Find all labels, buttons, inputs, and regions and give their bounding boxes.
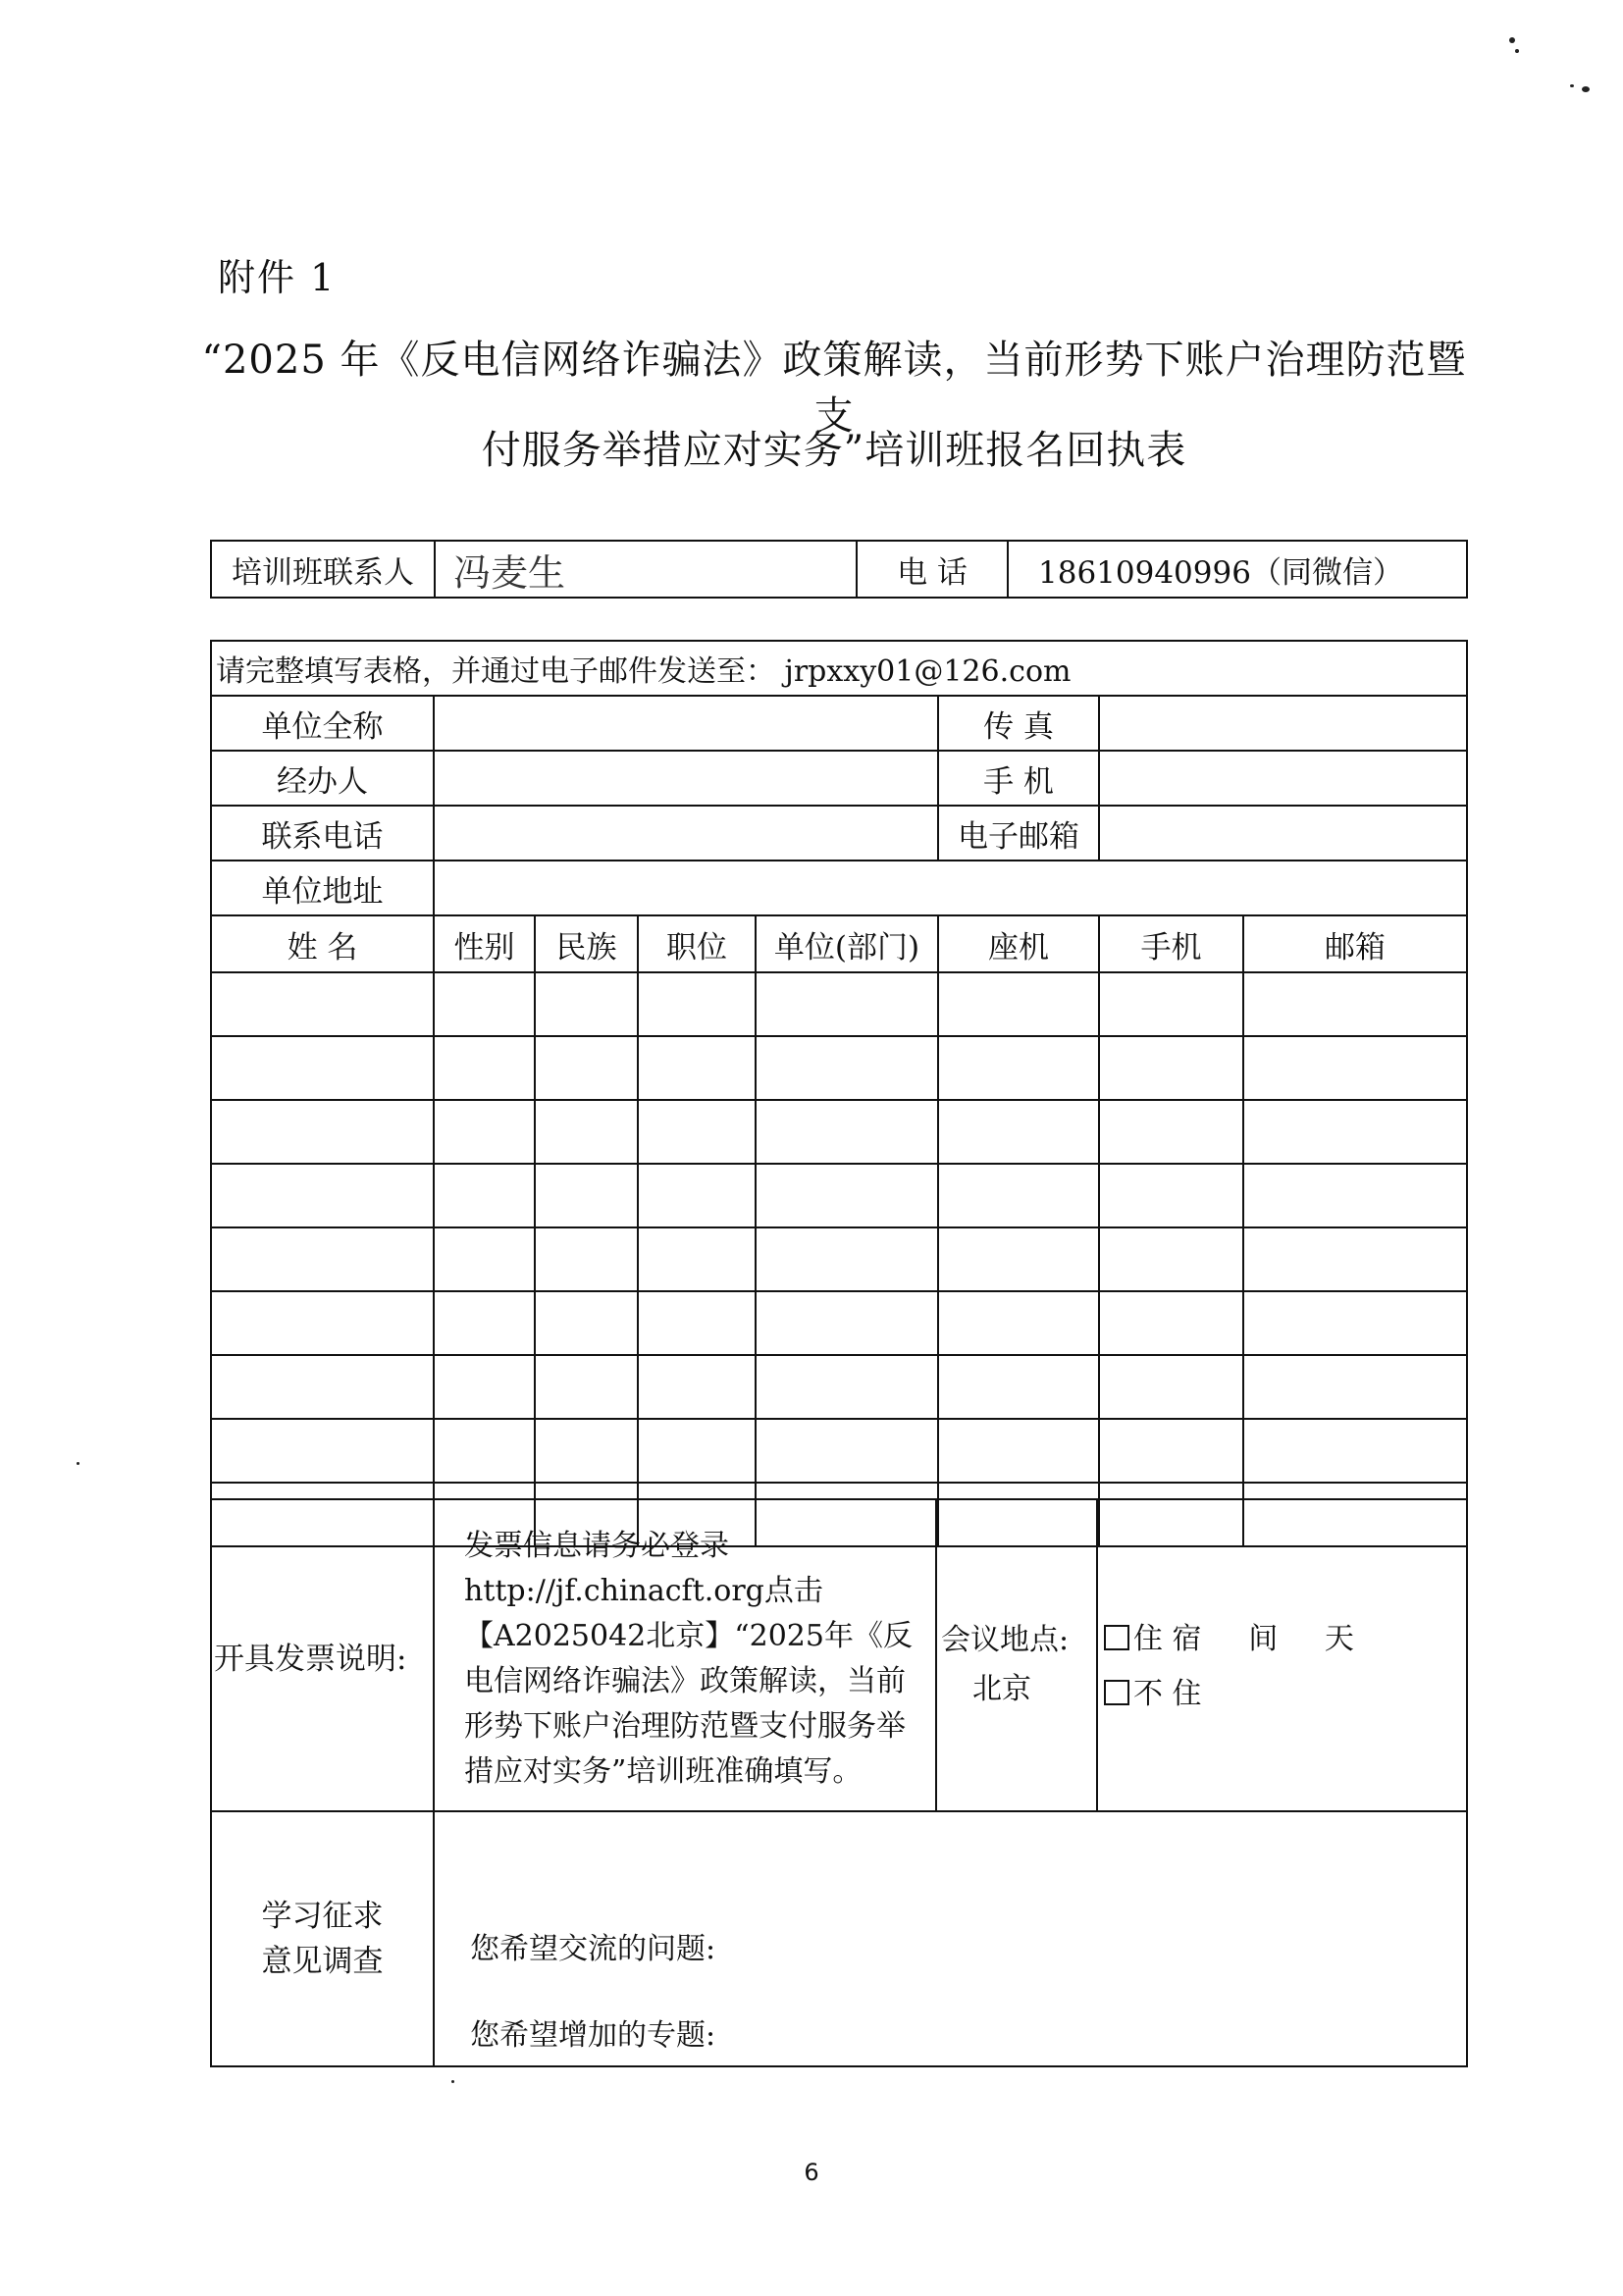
attendee-row: [211, 1227, 1467, 1291]
scan-speck: [451, 2080, 454, 2083]
form-title-line-1: “2025 年《反电信网络诈骗法》政策解读，当前形势下账户治理防范暨支: [201, 338, 1467, 439]
attendee-row: [211, 1355, 1467, 1419]
survey-cell[interactable]: [434, 1811, 1467, 2066]
attendee-position-cell[interactable]: [638, 1100, 756, 1164]
attendee-ethnicity-cell[interactable]: [535, 972, 638, 1036]
attendee-gender-cell[interactable]: [434, 1355, 535, 1419]
attendee-department-cell[interactable]: [756, 1419, 938, 1483]
attendee-ethnicity-cell[interactable]: [535, 1036, 638, 1100]
attendee-landline-cell[interactable]: [938, 972, 1099, 1036]
attendee-department-cell[interactable]: [756, 1355, 938, 1419]
attendee-email-cell[interactable]: [1243, 1291, 1467, 1355]
attendee-ethnicity-cell[interactable]: [535, 1291, 638, 1355]
attendee-name-cell[interactable]: [211, 1164, 434, 1227]
attendee-email-cell[interactable]: [1243, 1164, 1467, 1227]
attendee-department-cell[interactable]: [756, 1291, 938, 1355]
email-label: 电子邮箱: [938, 806, 1099, 861]
col-department: 单位(部门): [756, 915, 938, 972]
attendee-row: [211, 1419, 1467, 1483]
stay-checkbox[interactable]: [1104, 1625, 1129, 1650]
registration-table: [210, 640, 1468, 1547]
attendee-mobile-cell[interactable]: [1099, 1227, 1243, 1291]
attendee-mobile-cell[interactable]: [1099, 972, 1243, 1036]
unit-address-field[interactable]: [434, 861, 1467, 915]
no-stay-option-label: 不 住: [1133, 1677, 1202, 1711]
attendee-email-cell[interactable]: [1243, 1419, 1467, 1483]
contact-table: [210, 540, 1468, 599]
stay-option[interactable]: [1104, 1612, 1466, 1667]
page-number: 6: [804, 2159, 819, 2186]
invoice-label: 开具发票说明:: [211, 1499, 434, 1811]
scan-speck: [77, 1462, 79, 1465]
attendee-mobile-cell[interactable]: [1099, 1291, 1243, 1355]
attendee-gender-cell[interactable]: [434, 1164, 535, 1227]
venue-cell: [936, 1499, 1097, 1811]
attendee-department-cell[interactable]: [756, 1227, 938, 1291]
scan-speck: [1515, 49, 1519, 53]
contact-tel-field[interactable]: [434, 806, 938, 861]
attendee-position-cell[interactable]: [638, 1291, 756, 1355]
attendee-gender-cell[interactable]: [434, 1227, 535, 1291]
attendee-row: [211, 972, 1467, 1036]
unit-full-name-label: 单位全称: [211, 696, 434, 751]
mobile-label: 手 机: [938, 751, 1099, 806]
attendee-mobile-cell[interactable]: [1099, 1419, 1243, 1483]
fax-field[interactable]: [1099, 696, 1467, 751]
attendee-email-cell[interactable]: [1243, 1355, 1467, 1419]
phone-label: 电 话: [857, 541, 1008, 598]
attendee-position-cell[interactable]: [638, 1419, 756, 1483]
attendee-ethnicity-cell[interactable]: [535, 1227, 638, 1291]
attendee-department-cell[interactable]: [756, 972, 938, 1036]
attendee-department-cell[interactable]: [756, 1100, 938, 1164]
scan-speck: [1509, 37, 1515, 43]
attendee-ethnicity-cell[interactable]: [535, 1419, 638, 1483]
attendee-email-cell[interactable]: [1243, 1227, 1467, 1291]
attendee-name-cell[interactable]: [211, 1100, 434, 1164]
attendee-position-cell[interactable]: [638, 1036, 756, 1100]
attendee-gender-cell[interactable]: [434, 1419, 535, 1483]
attendee-department-cell[interactable]: [756, 1164, 938, 1227]
attendee-gender-cell[interactable]: [434, 1100, 535, 1164]
col-ethnicity: 民族: [535, 915, 638, 972]
submission-instruction: 请完整填写表格，并通过电子邮件发送至： jrpxxy01@126.com: [211, 641, 1467, 696]
scan-speck: [1582, 86, 1590, 92]
attendee-header-row: [211, 915, 1467, 972]
attendee-mobile-cell[interactable]: [1099, 1100, 1243, 1164]
stay-option-label: 住 宿 间 天: [1133, 1622, 1354, 1656]
attendee-mobile-cell[interactable]: [1099, 1036, 1243, 1100]
survey-question-1: 您希望交流的问题:: [470, 1932, 716, 1966]
attendee-ethnicity-cell[interactable]: [535, 1100, 638, 1164]
no-stay-checkbox[interactable]: [1104, 1680, 1129, 1705]
attendee-name-cell[interactable]: [211, 1227, 434, 1291]
attendee-name-cell[interactable]: [211, 1036, 434, 1100]
form-title-line-2: 付服务举措应对实务”培训班报名回执表: [481, 428, 1187, 473]
venue-label: 会议地点:: [941, 1623, 1070, 1657]
attendee-name-cell[interactable]: [211, 1291, 434, 1355]
attendee-row: [211, 1291, 1467, 1355]
attendee-landline-cell[interactable]: [938, 1419, 1099, 1483]
attendee-landline-cell[interactable]: [938, 1227, 1099, 1291]
contact-person-label: 培训班联系人: [211, 541, 435, 598]
attendee-landline-cell[interactable]: [938, 1291, 1099, 1355]
attendee-row: [211, 1100, 1467, 1164]
fax-label: 传 真: [938, 696, 1099, 751]
col-gender: 性别: [434, 915, 535, 972]
attendee-mobile-cell[interactable]: [1099, 1355, 1243, 1419]
email-field[interactable]: [1099, 806, 1467, 861]
no-stay-option[interactable]: [1104, 1667, 1466, 1722]
attendee-gender-cell[interactable]: [434, 972, 535, 1036]
invoice-instructions: 发票信息请务必登录http://jf.chinacft.org点击【A2025042北京】“2025年《反电信网络诈骗法》政策解读，当前形势下账户治理防范暨支付服务举措应对实务”培训班准确填写。: [434, 1499, 936, 1811]
unit-address-label: 单位地址: [211, 861, 434, 915]
attendee-row: [211, 1164, 1467, 1227]
accommodation-cell: [1097, 1499, 1467, 1811]
attendee-email-cell[interactable]: [1243, 972, 1467, 1036]
unit-full-name-field[interactable]: [434, 696, 938, 751]
col-landline: 座机: [938, 915, 1099, 972]
contact-person-name: 冯麦生: [435, 541, 857, 598]
col-position: 职位: [638, 915, 756, 972]
attendee-email-cell[interactable]: [1243, 1036, 1467, 1100]
attendee-position-cell[interactable]: [638, 1355, 756, 1419]
scan-speck: [1570, 84, 1574, 87]
handler-field[interactable]: [434, 751, 938, 806]
col-mobile: 手机: [1099, 915, 1243, 972]
attendee-name-cell[interactable]: [211, 1419, 434, 1483]
invoice-survey-table: [210, 1498, 1468, 2067]
attendee-department-cell[interactable]: [756, 1036, 938, 1100]
attendee-mobile-cell[interactable]: [1099, 1164, 1243, 1227]
contact-tel-label: 联系电话: [211, 806, 434, 861]
attendee-landline-cell[interactable]: [938, 1164, 1099, 1227]
attendee-ethnicity-cell[interactable]: [535, 1164, 638, 1227]
handler-label: 经办人: [211, 751, 434, 806]
attendee-name-cell[interactable]: [211, 1355, 434, 1419]
attendee-landline-cell[interactable]: [938, 1036, 1099, 1100]
attendee-gender-cell[interactable]: [434, 1036, 535, 1100]
attendee-gender-cell[interactable]: [434, 1291, 535, 1355]
attendee-position-cell[interactable]: [638, 1164, 756, 1227]
col-email: 邮箱: [1243, 915, 1467, 972]
attendee-ethnicity-cell[interactable]: [535, 1355, 638, 1419]
attendee-position-cell[interactable]: [638, 1227, 756, 1291]
survey-question-2: 您希望增加的专题:: [470, 2018, 716, 2053]
attendee-email-cell[interactable]: [1243, 1100, 1467, 1164]
survey-label-text: 学习征求意见调查: [261, 1899, 384, 1979]
mobile-field[interactable]: [1099, 751, 1467, 806]
attendee-name-cell[interactable]: [211, 972, 434, 1036]
col-name: 姓 名: [211, 915, 434, 972]
phone-value: 18610940996（同微信）: [1008, 541, 1467, 598]
annex-label: 附件 1: [218, 256, 337, 299]
attendee-position-cell[interactable]: [638, 972, 756, 1036]
attendee-landline-cell[interactable]: [938, 1100, 1099, 1164]
attendee-row: [211, 1036, 1467, 1100]
venue-value: 北京: [972, 1672, 1031, 1706]
survey-label: [211, 1811, 434, 2066]
attendee-landline-cell[interactable]: [938, 1355, 1099, 1419]
